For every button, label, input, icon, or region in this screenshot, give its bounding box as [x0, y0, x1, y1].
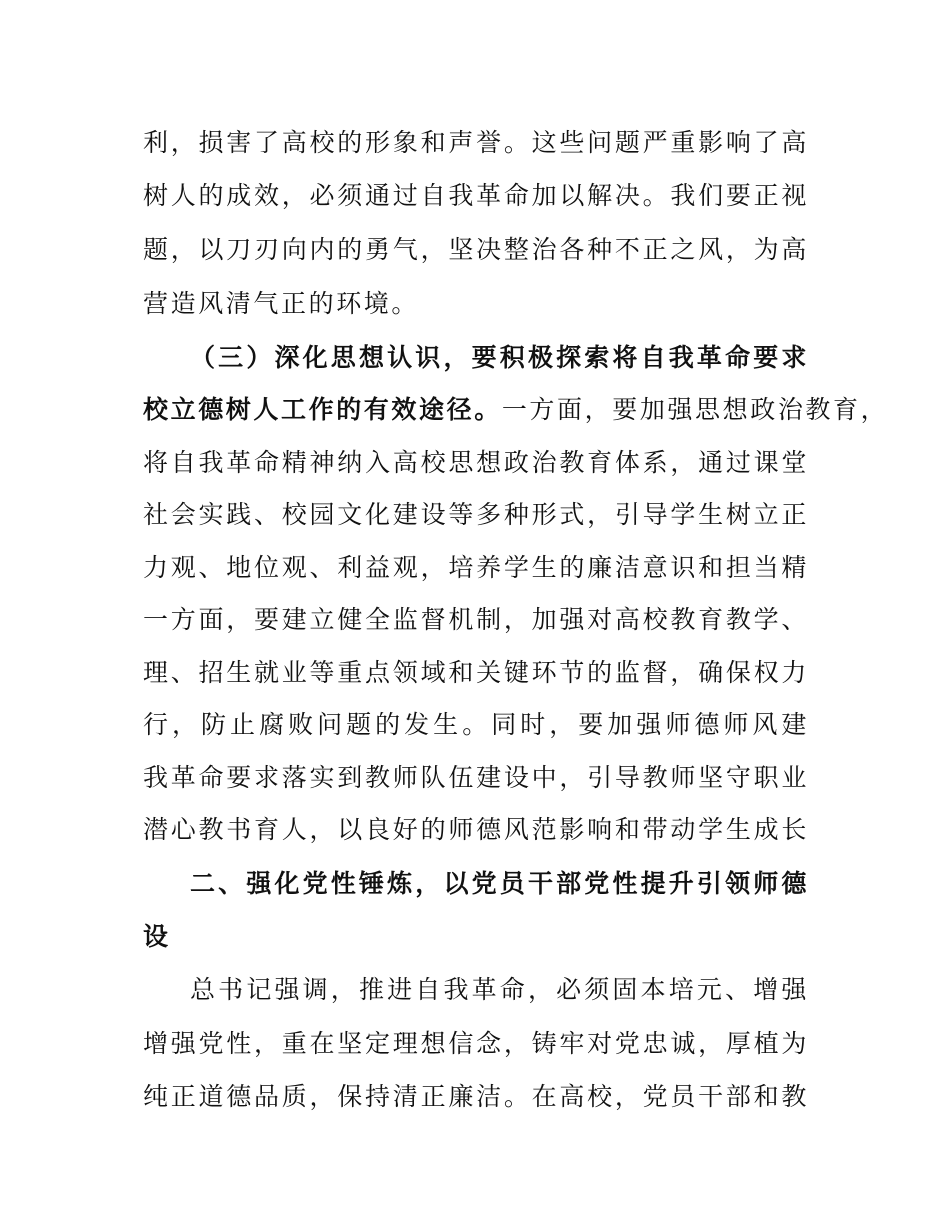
paragraph-line: 力观、地位观、利益观，培养学生的廉洁意识和担当精	[143, 553, 809, 582]
paragraph-line: 理、招生就业等重点领域和关键环节的监督，确保权力	[143, 658, 809, 687]
paragraph-line: 营造风清气正的环境。	[143, 289, 420, 318]
paragraph-line: 行，防止腐败问题的发生。同时，要加强师德师风建	[143, 710, 809, 739]
paragraph-line: 纯正道德品质，保持清正廉洁。在高校，党员干部和教	[143, 1082, 809, 1111]
paragraph-line: 树人的成效，必须通过自我革命加以解决。我们要正视	[143, 181, 809, 210]
paragraph-line: 社会实践、校园文化建设等多种形式，引导学生树立正	[143, 500, 809, 529]
paragraph-line: 我革命要求落实到教师队伍建设中，引导教师坚守职业	[143, 763, 809, 792]
paragraph-line: 利，损害了高校的形象和声誉。这些问题严重影响了高	[143, 128, 809, 157]
paragraph-text: 一方面，要加强思想政治教育，	[501, 395, 889, 424]
subheading-line: （三）深化思想认识，要积极探索将自我革命要求	[190, 343, 809, 372]
paragraph-line: 题，以刀刃向内的勇气，坚决整治各种不正之风，为高	[143, 235, 809, 264]
paragraph-line: 将自我革命精神纳入高校思想政治教育体系，通过课堂	[143, 448, 809, 477]
subheading-tail: 校立德树人工作的有效途径。	[143, 395, 502, 424]
section-heading-tail: 设	[143, 922, 171, 951]
paragraph-line: 一方面，要建立健全监督机制，加强对高校教育教学、	[143, 605, 809, 634]
paragraph-line: 增强党性，重在坚定理想信念，铸牢对党忠诚，厚植为	[143, 1029, 809, 1058]
mixed-line	[143, 393, 889, 427]
paragraph-line: 潜心教书育人，以良好的师德风范影响和带动学生成长	[143, 815, 809, 844]
paragraph-line: 总书记强调，推进自我革命，必须固本培元、增强	[190, 975, 809, 1004]
section-heading: 二、强化党性锤炼，以党员干部党性提升引领师德	[190, 869, 809, 898]
